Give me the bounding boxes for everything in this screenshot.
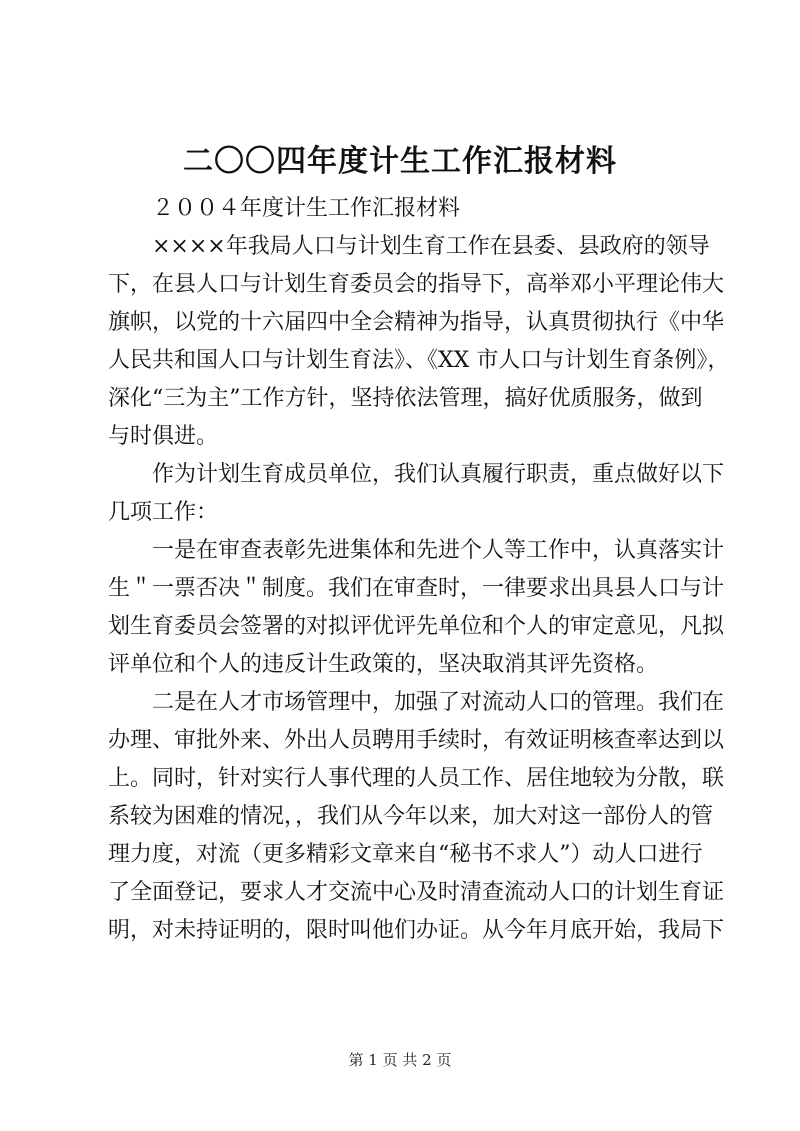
paragraph-4 [108,684,725,950]
paragraph-1 [108,228,730,456]
page-title: 二〇〇四年度计生工作汇报材料 [183,144,617,179]
paragraph-line: 明，对未持证明的，限时叫他们办证。从今年月底开始，我局下 [108,918,725,943]
paragraph-line: 一是在审查表彰先进集体和先进个人等工作中，认真落实计 [152,538,725,563]
paragraph-line: 上。同时，针对实行人事代理的人员工作、居住地较为分散，联 [108,766,725,791]
paragraph-line: 作为计划生育成员单位，我们认真履行职责，重点做好以下 [152,462,725,487]
paragraph-line: 系较为困难的情况，，我们从今年以来，加大对这一部份人的管 [108,804,714,829]
paragraph-line: 下，在县人口与计划生育委员会的指导下，高举邓小平理论伟大 [108,272,725,297]
document-body [108,190,730,950]
paragraph-3 [108,532,725,684]
paragraph-line: 了全面登记，要求人才交流中心及时清查流动人口的计划生育证 [108,880,725,905]
paragraph-line: 人民共和国人口与计划生育法》、《XX 市人口与计划生育条例》， [108,348,730,373]
paragraph-line: 理力度，对流（更多精彩文章来自“秘书不求人”）动人口进行 [108,842,703,867]
paragraph-line: 旗帜，以党的十六届四中全会精神为指导，认真贯彻执行《中华 [108,310,725,335]
paragraph-line: 二是在人才市场管理中，加强了对流动人口的管理。我们在 [152,690,725,715]
paragraph-line: ××××年我局人口与计划生育工作在县委、县政府的领导 [152,234,710,259]
paragraph-2 [108,456,725,532]
page-footer: 第 1 页 共 2 页 [348,1051,452,1069]
paragraph-line: 几项工作： [108,500,219,525]
paragraph-line: 评单位和个人的违反计生政策的，坚决取消其评先资格。 [108,652,659,677]
paragraph-line: 与时俱进。 [108,424,219,449]
paragraph-line: 生＂一票否决＂制度。我们在审查时，一律要求出具县人口与计 [108,576,725,601]
paragraph-line: 办理、审批外来、外出人员聘用手续时，有效证明核查率达到以 [108,728,725,753]
subtitle-line: ２００４年度计生工作汇报材料 [152,196,461,221]
paragraph-line: 深化“三为主”工作方针，坚持依法管理，搞好优质服务，做到 [108,386,703,411]
paragraph-line: 划生育委员会签署的对拟评优评先单位和个人的审定意见，凡拟 [108,614,725,639]
